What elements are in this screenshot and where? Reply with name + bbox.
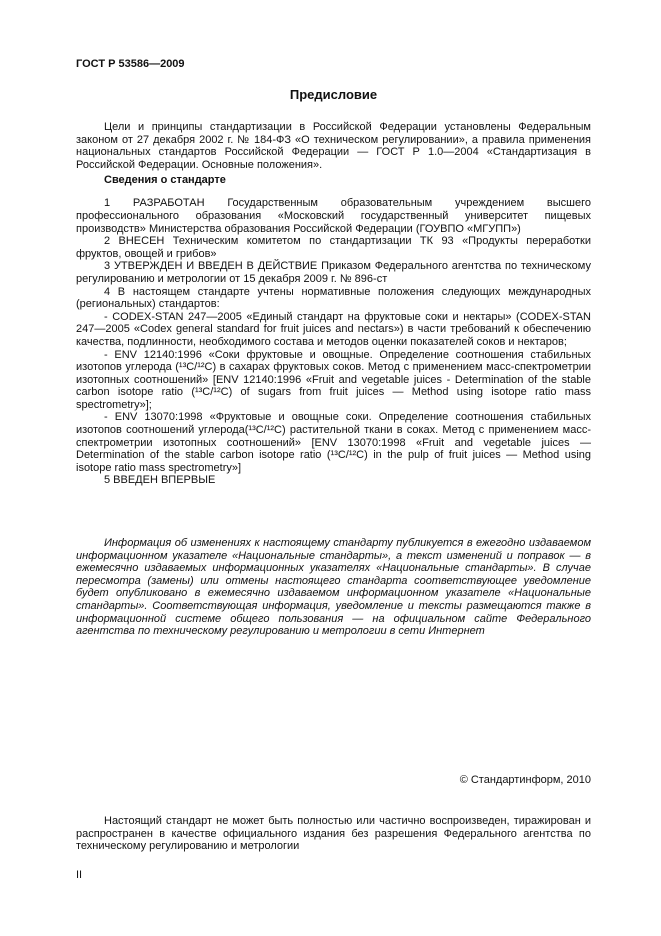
clause-1: 1 РАЗРАБОТАН Государственным образовательным учреждением высшего профессионального образования «Московский государственный университет пищевых производств» Министерства образования Российской Федерации (ГОУВПО «МГУПП») — [76, 197, 591, 235]
reproduction-restriction: Настоящий стандарт не может быть полностью или частично воспроизведен, тиражирован и распространен в качестве официального издания без разрешения Федерального агентства по техническому регулированию и метрологии — [76, 815, 591, 853]
page-title: Предисловие — [289, 87, 378, 102]
page-number: II — [76, 868, 83, 881]
doc-code: ГОСТ Р 53586—2009 — [76, 58, 185, 70]
amendments-notice: Информация об изменениях к настоящему стандарту публикуется в ежегодно издаваемом информационном указателе «Национальные стандарты», а текст изменений и поправок — в ежемесячно издаваемых информационных указателях «Национальные стандарты». В случае пересмотра (замены) или отмены настоящего стандарта соответствующее уведомление будет опубликовано в ежемесячно издаваемом информационном указателе «Национальные стандарты». Соответствующая информация, уведомление и тексты размещаются также в информационной системе общего пользования — на официальном сайте Федерального агентства по техническому регулированию и метрологии в сети Интернет — [76, 537, 591, 638]
copyright-line: © Стандартинформ, 2010 — [459, 774, 591, 786]
intro-paragraph: Цели и принципы стандартизации в Российской Федерации установлены Федеральным законом от 27 декабря 2002 г. № 184-ФЗ «О техническом регулировании», а правила применения национальных стандартов Российской Федерации — ГОСТ Р 1.0—2004 «Стандартизация в Российской Федерации. Основные положения». — [76, 121, 591, 171]
section-heading: Сведения о стандарте — [104, 174, 226, 187]
clause-4-lead: 4 В настоящем стандарте учтены нормативные положения следующих международных (региональных) стандартов: — [76, 285, 591, 311]
clause-2: 2 ВНЕСЕН Техническим комитетом по стандартизации ТК 93 «Продукты переработки фруктов, овощей и грибов» — [76, 235, 591, 260]
clause-3: 3 УТВЕРЖДЕН И ВВЕДЕН В ДЕЙСТВИЕ Приказом Федерального агентства по техническому регулированию и метрологии от 15 декабря 2009 г. № 896-ст — [76, 260, 591, 285]
standard-list-item-env-12140: - ENV 12140:1996 «Соки фруктовые и овощные. Определение соотношения стабильных изотопов углерода (¹³C/¹²C) в сахарах фруктовых соков. Метод с применением масс-спектрометрии изотопных соотношений» [ENV 12140:1996 «Fruit and vegetable juices - Determination of the stable carbon isotope ratio (¹³C/¹²C) of sugars from fruit juices — Method using isotope ratio mass spectrometry»]; — [76, 348, 591, 411]
page-content — [76, 58, 591, 649]
standard-list-item-codex: - CODEX-STAN 247—2005 «Единый стандарт на фруктовые соки и нектары» (CODEX-STAN 247—2005 «Codex general standard for fruit juices and nectars») в части требований к обеспечению качества, подлинности, необходимого состава и методов оценки показателей соков и нектаров; — [76, 310, 591, 348]
standard-list-item-env-13070: - ENV 13070:1998 «Фруктовые и овощные соки. Определение соотношения стабильных изотопов соотношений углерода(¹³C/¹²C) растительной ткани в соках. Метод с применением масс-спектрометрии изотопных соотношений» [ENV 13070:1998 «Fruit and vegetable juices — Determination of the stable carbon isotope ratio (¹³C/¹²C) in the pulp of fruit juices — Method using isotope ratio mass spectrometry»] — [76, 411, 591, 474]
page-footer — [76, 774, 591, 892]
clause-5: 5 ВВЕДЕН ВПЕРВЫЕ — [104, 474, 216, 487]
